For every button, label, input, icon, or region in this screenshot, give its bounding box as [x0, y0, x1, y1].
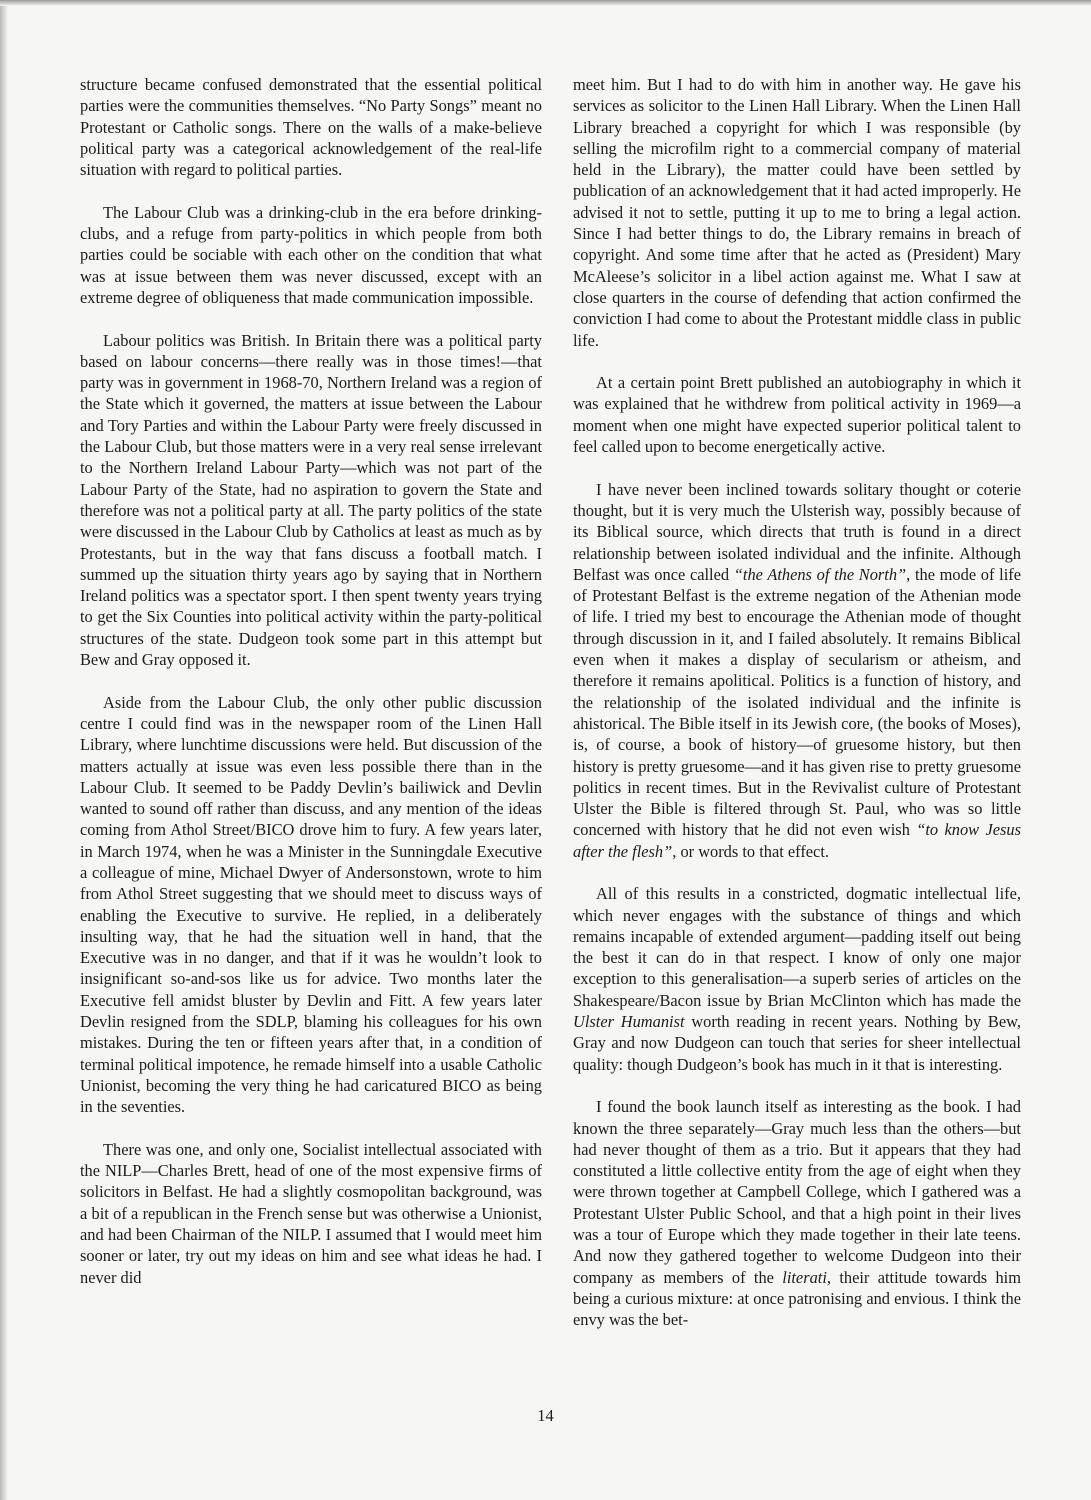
italic-term: literati: [782, 1267, 827, 1287]
paragraph: At a certain point Brett published an autobiography in which it was explained that he withdrew from political activity in 1969—a moment when one might have expected superior political talent to feel called upon to become energetically active.: [573, 373, 1021, 457]
paragraph: structure became confused demonstrated that the essential political parties were the communities themselves. “No Party Songs” meant no Protestant or Catholic songs. There on the walls of a make-believe political party was a categorical acknowledgement of the real-life situation with regard to political parties.: [80, 75, 542, 180]
italic-quote: “the Athens of the North”: [733, 564, 907, 584]
paragraph: Labour politics was British. In Britain there was a political party based on labour concerns—there really was in those times!—that party was in government in 1968-70, Northern Ireland was a region of the State which it governed, the matters at issue between the Labour and Tory Parties and within the Labour Party were freely discussed in the Labour Club, but those matters were in a very real sense irrelevant to the Northern Ireland Labour Party—which was not part of the Labour Party of the State, had no aspiration to govern the State and therefore was not a political party at all. The party politics of the state were discussed in the Labour Club by Catholics at least as much as by Protestants, but in the way that fans discuss a football match. I summed up the situation thirty years ago by saying that in Northern Ireland politics was a spectator sport. I then spent twenty years trying to get the Six Counties into political activity within the party-political structures of the state. Dudgeon took some part in this attempt but Bew and Gray opposed it.: [80, 330, 542, 670]
text-run: , or words to that effect.: [672, 841, 829, 861]
paragraph: [573, 479, 1021, 862]
paragraph: meet him. But I had to do with him in another way. He gave his services as solicitor to the Linen Hall Library. When the Linen Hall Library breached a copyright for which I was responsible (by selling the microfilm right to a commercial company of material held in the Library), the matter could have been settled by publication of an acknowledgement that it had acted improperly. He advised it not to settle, putting it up to me to bring a legal action. Since I had better things to do, the Library remains in breach of copyright. And some time after that he acted as (President) Mary McAleese’s solicitor in a libel action against me. What I saw at close quarters in the course of defending that action confirmed the conviction I had come to about the Protestant middle class in public life.: [573, 75, 1021, 350]
left-column: [80, 74, 542, 1309]
paragraph: [573, 883, 1021, 1075]
paragraph: [573, 1096, 1021, 1330]
italic-quote: “to know Jesus after the flesh”: [573, 820, 1021, 861]
page-number: 14: [537, 1406, 554, 1425]
text-run: worth reading in recent years. Nothing by Bew, Gray and now Dudgeon can touch that series for sheer intellectual quality: though Dudgeon’s book has much in it that is interesting.: [573, 1012, 1021, 1074]
italic-title: Ulster Humanist: [573, 1012, 685, 1032]
text-run: All of this results in a constricted, dogmatic intellectual life, which never engages with the substance of things and which remains incapable of extended argument—padding itself out being the best it can do in that respect. I know of only one major exception to this generalisation—a superb series of articles on the Shakespeare/Bacon issue by Brian McClinton which has made the: [573, 884, 1021, 1010]
text-run: , the mode of life of Protestant Belfast is the extreme negation of the Athenian mode of life. I tried my best to encourage the Athenian mode of thought through discussion in it, and I failed absolutely. It remains Biblical even when it makes a display of secularism or atheism, and therefore it remains apolitical. Politics is a function of history, and the relationship of the isolated individual and the infinite is ahistorical. The Bible itself in its Jewish core, (the books of Moses), is, of course, a book of history—of gruesome history, but then history is pretty gruesome—and it has given rise to pretty gruesome politics in recent times. But in the Revivalist culture of Protestant Ulster the Bible is filtered through St. Paul, who was so little concerned with history that he did not even wish: [573, 564, 1021, 840]
paragraph: There was one, and only one, Socialist intellectual associated with the NILP—Charles Brett, head of one of the most expensive firms of solicitors in Belfast. He had a slightly cosmopolitan background, was a bit of a republican in the French sense but was otherwise a Unionist, and had been Chairman of the NILP. I assumed that I would meet him sooner or later, try out my ideas on him and see what ideas he had. I never did: [80, 1139, 542, 1287]
text-run: I found the book launch itself as interesting as the book. I had known the three separately—Gray much less than the others—but had never thought of them as a trio. But it appears that they had constituted a little collective entity from the age of eight when they were thrown together at Campbell College, which I gathered was a Protestant Ulster Public School, and that a high point in their lives was a tour of Europe which they made together in their late teens. And now they gathered together to welcome Dudgeon into their company as members of the: [573, 1097, 1021, 1287]
paragraph: Aside from the Labour Club, the only other public discussion centre I could find was in the newspaper room of the Linen Hall Library, where lunchtime discussions were held. But discussion of the matters actually at issue was even less possible there than in the Labour Club. It seemed to be Paddy Devlin’s bailiwick and Devlin wanted to sound off rather than discuss, and any mention of the ideas coming from Athol Street/BICO drove him to fury. A few years later, in March 1974, when he was a Minister in the Sunningdale Executive a colleague of mine, Michael Dwyer of Andersonstown, wrote to him from Athol Street suggesting that we should meet to discuss ways of enabling the Executive to survive. He replied, in a deliberately insulting way, that he had the situation well in hand, that the Executive was in no danger, and that if it was he wouldn’t look to insignificant so-and-sos like us for advice. Two months later the Executive fell amidst bluster by Devlin and Fitt. A few years later Devlin resigned from the SDLP, blaming his colleagues for his own mistakes. During the ten or fifteen years after that, in a condition of terminal political impotence, he remade himself into a usable Catholic Unionist, becoming the very thing he had caricatured BICO as being in the seventies.: [80, 692, 542, 1117]
paragraph: The Labour Club was a drinking-club in the era before drinking-clubs, and a refuge from party-politics in which people from both parties could be sociable with each other on the condition that what was at issue between them was never discussed, except with an extreme degree of obliqueness that made communication impossible.: [80, 202, 542, 307]
scan-shadow-top: [0, 0, 1091, 6]
scan-shadow-left: [0, 0, 8, 1500]
right-column: [573, 74, 1021, 1352]
text-run: , their attitude towards him being a curious mixture: at once patronising and envious. I think the envy was the bet-: [573, 1267, 1021, 1330]
text-run: I have never been inclined towards solitary thought or coterie thought, but it is very much the Ulsterish way, possibly because of its Biblical source, which directs that truth is found in a direct relationship between isolated individual and the infinite. Although Belfast was once called: [573, 479, 1021, 584]
